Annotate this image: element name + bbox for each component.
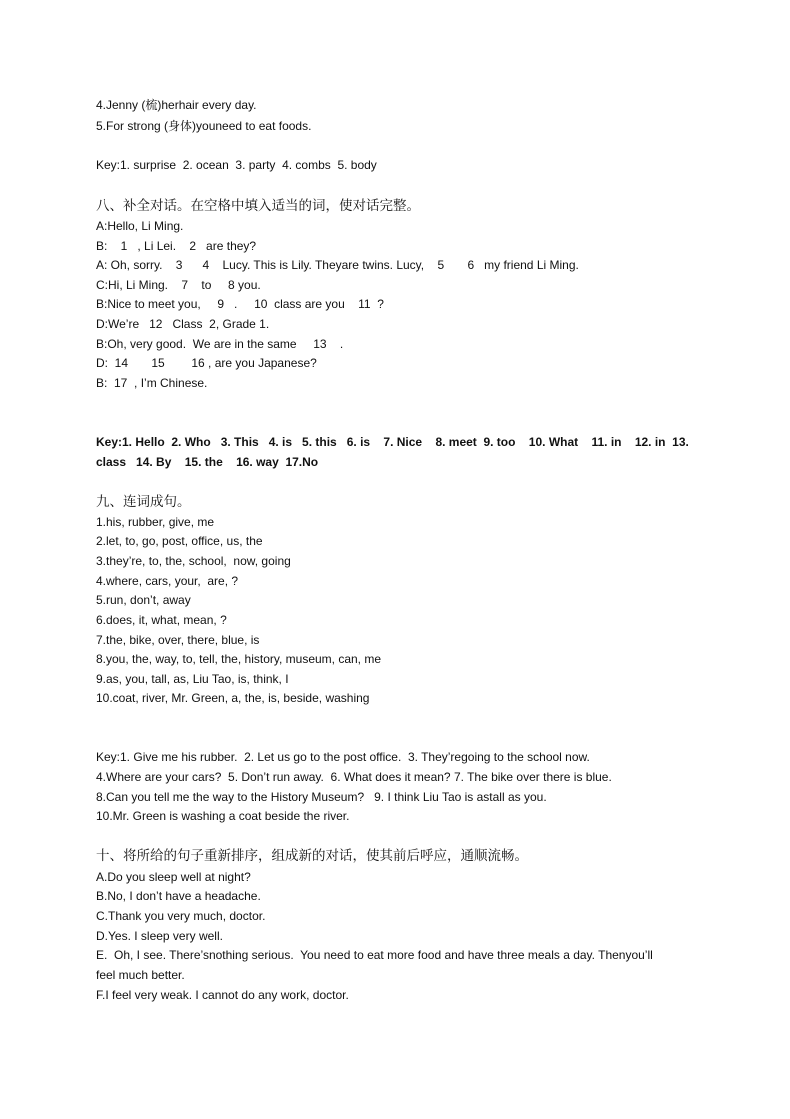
exercise-line: 4.Jenny (梳)herhair every day. (96, 98, 257, 112)
list-item: feel much better. (96, 968, 185, 982)
answer-key: Key:1. Hello 2. Who 3. This 4. is 5. this 6. is 7. Nice 8. meet 9. too 10. What 11. in 12. in 13. (96, 435, 689, 449)
dialogue-line: B: 1 , Li Lei. 2 are they? (96, 239, 257, 253)
list-item: 10.coat, river, Mr. Green, a, the, is, beside, washing (96, 691, 370, 705)
answer-key: Key:1. Give me his rubber. 2. Let us go to the post office. 3. They’regoing to the school now. (96, 750, 590, 764)
list-item: 4.where, cars, your, are, ? (96, 574, 239, 588)
dialogue-line: D:We’re 12 Class 2, Grade 1. (96, 317, 270, 331)
dialogue-line: B:Nice to meet you, 9 . 10 class are you 11 ? (96, 297, 384, 311)
dialogue-line: C:Hi, Li Ming. 7 to 8 you. (96, 278, 261, 292)
answer-key: Key:1. surprise 2. ocean 3. party 4. combs 5. body (96, 158, 377, 172)
list-item: 5.run, don’t, away (96, 593, 191, 607)
dialogue-line: B:Oh, very good. We are in the same 13 . (96, 337, 344, 351)
answer-key: 10.Mr. Green is washing a coat beside the river. (96, 809, 350, 823)
list-item: A.Do you sleep well at night? (96, 870, 251, 884)
exercise-line: 5.For strong (身体)youneed to eat foods. (96, 119, 312, 133)
list-item: B.No, I don’t have a headache. (96, 889, 261, 903)
list-item: 7.the, bike, over, there, blue, is (96, 633, 260, 647)
dialogue-line: A:Hello, Li Ming. (96, 219, 184, 233)
list-item: 3.they’re, to, the, school, now, going (96, 554, 291, 568)
answer-key: class 14. By 15. the 16. way 17.No (96, 455, 319, 469)
list-item: E. Oh, I see. There’snothing serious. You need to eat more food and have three meals a day. Thenyou’ll (96, 948, 653, 962)
list-item: F.I feel very weak. I cannot do any work, doctor. (96, 988, 349, 1002)
list-item: 9.as, you, tall, as, Liu Tao, is, think, I (96, 672, 289, 686)
answer-key: 8.Can you tell me the way to the History Museum? 9. I think Liu Tao is astall as you. (96, 790, 547, 804)
dialogue-line: D: 14 15 16 , are you Japanese? (96, 356, 317, 370)
list-item: C.Thank you very much, doctor. (96, 909, 266, 923)
section-heading: 十、将所给的句子重新排序，组成新的对话，使其前后呼应，通顺流畅。 (96, 848, 528, 864)
list-item: 1.his, rubber, give, me (96, 515, 215, 529)
dialogue-line: B: 17 , I’m Chinese. (96, 376, 208, 390)
list-item: 8.you, the, way, to, tell, the, history, museum, can, me (96, 652, 382, 666)
dialogue-line: A: Oh, sorry. 3 4 Lucy. This is Lily. Theyare twins. Lucy, 5 6 my friend Li Ming. (96, 258, 579, 272)
section-heading: 九、连词成句。 (96, 494, 191, 510)
answer-key: 4.Where are your cars? 5. Don’t run away. 6. What does it mean? 7. The bike over there is blue. (96, 770, 612, 784)
list-item: 6.does, it, what, mean, ? (96, 613, 227, 627)
list-item: 2.let, to, go, post, office, us, the (96, 534, 263, 548)
list-item: D.Yes. I sleep very well. (96, 929, 223, 943)
section-heading: 八、补全对话。在空格中填入适当的词，使对话完整。 (96, 198, 420, 214)
